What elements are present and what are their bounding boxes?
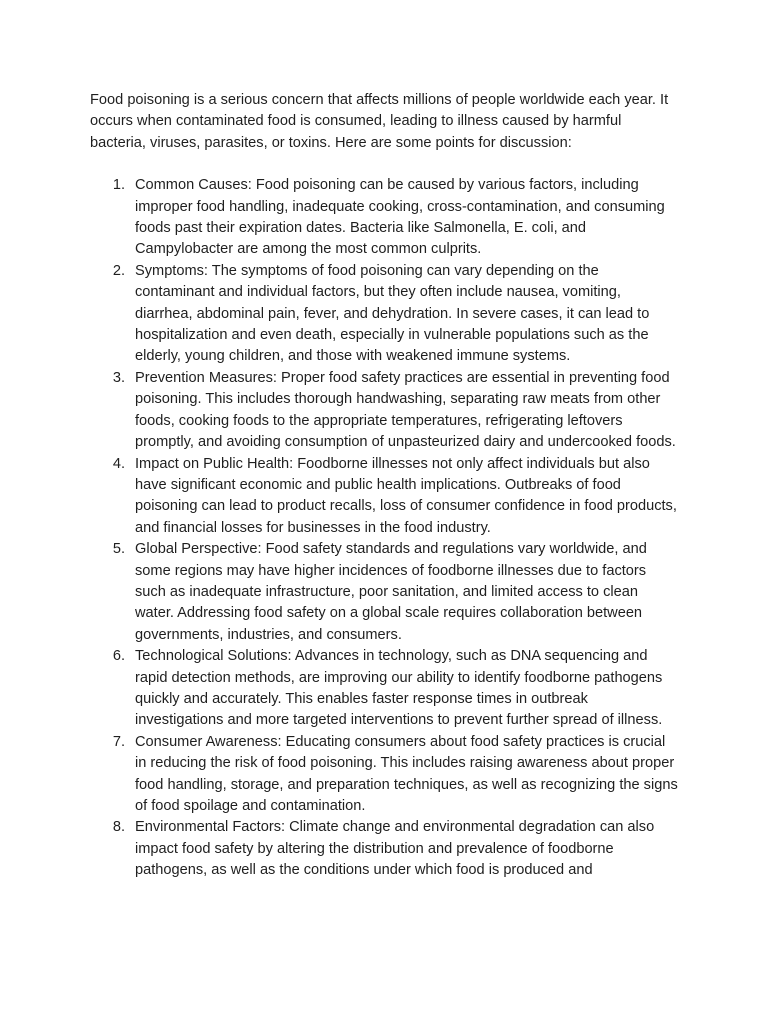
list-item xyxy=(90,817,680,881)
list-item-text: Technological Solutions: Advances in technology, such as DNA sequencing and rapid detection methods, are improving our ability to identify foodborne pathogens quickly and accurately. This enables faster response times in outbreak investigations and more targeted interventions to prevent further spread of illness. xyxy=(135,648,663,729)
list-item xyxy=(90,539,680,646)
list-item xyxy=(90,454,680,540)
list-item xyxy=(90,261,680,368)
list-item-text: Consumer Awareness: Educating consumers about food safety practices is crucial in reducing the risk of food poisoning. This includes raising awareness about proper food handling, storage, and preparation techniques, as well as recognizing the signs of food spoilage and contamination. xyxy=(135,733,678,814)
list-item-number: 8. xyxy=(112,819,125,836)
list-item-number: 3. xyxy=(112,369,125,386)
list-item xyxy=(90,368,680,454)
list-item-number: 1. xyxy=(112,177,125,194)
list-item xyxy=(90,175,680,261)
discussion-points-list xyxy=(90,175,680,881)
list-item-number: 6. xyxy=(112,648,125,665)
list-item-number: 4. xyxy=(112,455,125,472)
list-item-number: 2. xyxy=(112,262,125,279)
intro-paragraph: Food poisoning is a serious concern that affects millions of people worldwide each year. It occurs when contaminated food is consumed, leading to illness caused by harmful bacteria, viruses, parasites, or toxins. Here are some points for discussion: xyxy=(90,92,669,151)
list-item-text: Impact on Public Health: Foodborne illnesses not only affect individuals but also have significant economic and public health implications. Outbreaks of food poisoning can lead to product recalls, loss of consumer confidence in food products, and financial losses for businesses in the food industry. xyxy=(135,455,677,536)
list-item-number: 7. xyxy=(112,733,125,750)
list-item xyxy=(90,732,680,818)
list-item-text: Environmental Factors: Climate change and environmental degradation can also impact food safety by altering the distribution and prevalence of foodborne pathogens, as well as the conditions under which food is produced and xyxy=(135,819,655,879)
list-item-text: Symptoms: The symptoms of food poisoning can vary depending on the contaminant and individual factors, but they often include nausea, vomiting, diarrhea, abdominal pain, fever, and dehydration. In severe cases, it can lead to hospitalization and even death, especially in vulnerable populations such as the elderly, young children, and those with weakened immune systems. xyxy=(135,262,650,365)
list-item-text: Common Causes: Food poisoning can be caused by various factors, including improper food handling, inadequate cooking, cross-contamination, and consuming foods past their expiration dates. Bacteria like Salmonella, E. coli, and Campylobacter are among the most common culprits. xyxy=(135,177,665,258)
list-item-text: Prevention Measures: Proper food safety practices are essential in preventing food poisoning. This includes thorough handwashing, separating raw meats from other foods, cooking foods to the appropriate temperatures, refrigerating leftovers promptly, and avoiding consumption of unpasteurized dairy and undercooked foods. xyxy=(135,369,676,451)
document-body xyxy=(90,90,680,882)
list-item xyxy=(90,646,680,732)
list-item-text: Global Perspective: Food safety standards and regulations vary worldwide, and some regions may have higher incidences of foodborne illnesses due to factors such as inadequate infrastructure, poor sanitation, and limited access to clean water. Addressing food safety on a global scale requires collaboration between governments, industries, and consumers. xyxy=(135,541,647,643)
list-item-number: 5. xyxy=(112,541,125,558)
